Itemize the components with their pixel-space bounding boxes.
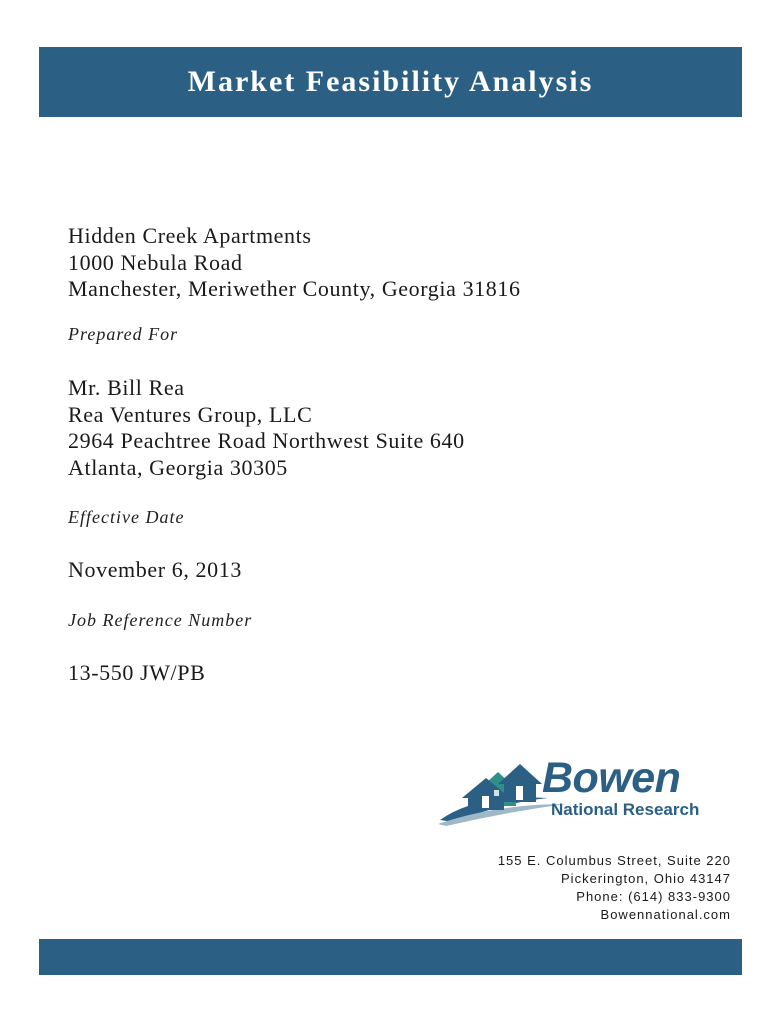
prepared-for-label: Prepared For	[68, 324, 179, 344]
company-phone: Phone: (614) 833-9300	[576, 889, 731, 904]
client-company: Rea Ventures Group, LLC	[68, 401, 313, 427]
company-city-line: Pickerington, Ohio 43147	[561, 871, 731, 886]
property-city-line: Manchester, Meriwether County, Georgia 31816	[68, 276, 521, 301]
bowen-logo	[436, 754, 736, 834]
page-title: Market Feasibility Analysis	[187, 65, 594, 98]
job-reference-label: Job Reference Number	[68, 610, 253, 630]
client-address-block	[68, 375, 465, 481]
title-banner	[39, 47, 742, 117]
effective-date-label: Effective Date	[68, 507, 185, 527]
client-name: Mr. Bill Rea	[68, 375, 185, 400]
footer-banner	[39, 939, 742, 975]
property-street: 1000 Nebula Road	[68, 249, 243, 275]
effective-date-value: November 6, 2013	[68, 557, 242, 582]
company-website: Bowennational.com	[600, 907, 731, 922]
logo-subtitle: National Research	[551, 800, 700, 819]
property-address-block	[68, 223, 521, 303]
client-street: 2964 Peachtree Road Northwest Suite 640	[68, 428, 465, 453]
property-name: Hidden Creek Apartments	[68, 223, 312, 248]
client-city-line: Atlanta, Georgia 30305	[68, 454, 288, 480]
logo-wordmark: Bowen	[542, 754, 681, 802]
company-street: 155 E. Columbus Street, Suite 220	[497, 853, 731, 868]
job-reference-number: 13-550 JW/PB	[68, 660, 206, 685]
company-contact-block	[498, 852, 731, 924]
